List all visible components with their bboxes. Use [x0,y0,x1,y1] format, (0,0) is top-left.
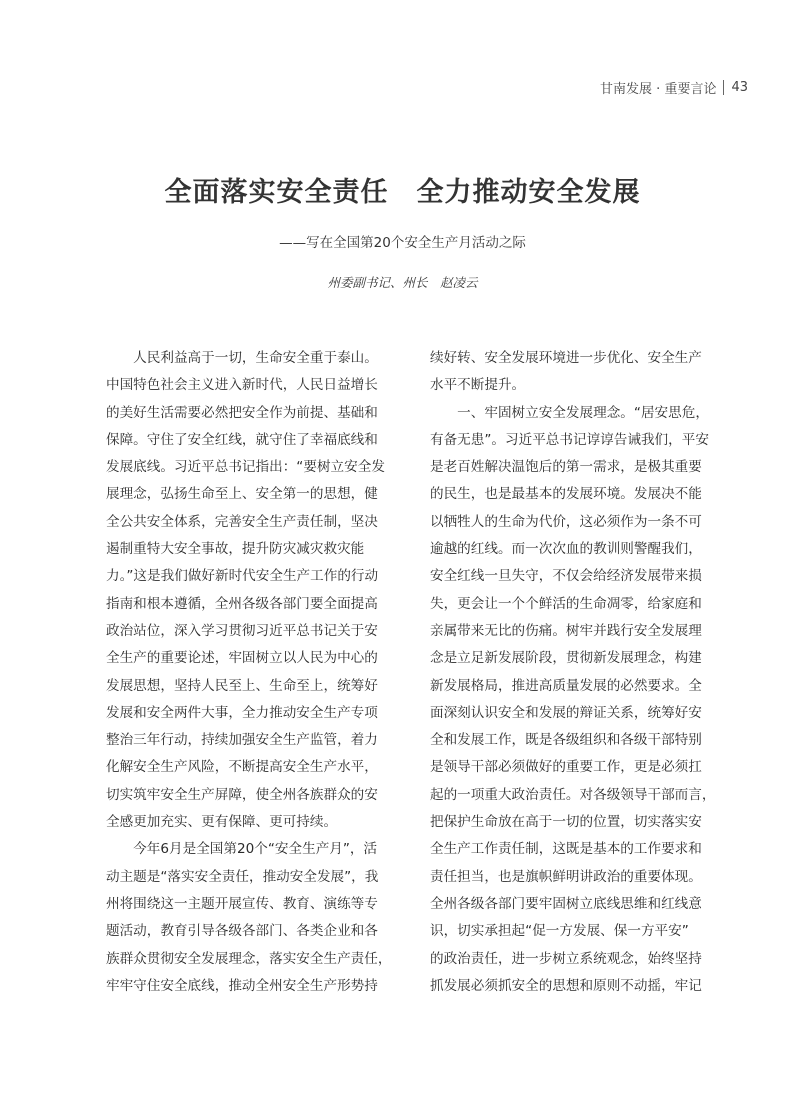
body-text-line: 牢牢守住安全底线，推动全州安全生产形势持 [106,977,378,994]
running-header [600,78,748,97]
body-text-line: 中国特色社会主义进入新时代，人民日益增长 [106,377,378,394]
body-text-line: 全感更加充实、更有保障、更可持续。 [106,814,338,831]
body-text-line: 安全红线一旦失守，不仅会给经济发展带来损 [430,568,702,585]
body-text-line: 一、牢固树立安全发展理念。“居安思危， [430,404,709,421]
body-text-line: 的民生，也是最基本的发展环境。发展决不能 [430,486,702,503]
body-text-line: 亲属带来无比的伤痛。树牢并践行安全发展理 [430,622,702,639]
body-text-line: 题活动，教育引导各级各部门、各类企业和各 [106,923,378,940]
body-text-line: 是领导干部必须做好的重要工作，更是必须扛 [430,759,702,776]
body-text-line: 保障。守住了安全红线，就守住了幸福底线和 [106,431,378,448]
body-text-line: 失，更会让一个个鲜活的生命凋零，给家庭和 [430,595,702,612]
body-text-line: 有备无患”。习近平总书记谆谆告诫我们，平安 [430,431,709,448]
body-text-line: 把保护生命放在高于一切的位置，切实落实安 [430,814,702,831]
body-text-line: 整治三年行动，持续加强安全生产监管，着力 [106,732,378,749]
body-text-line: 水平不断提升。 [430,377,526,394]
body-text-line: 族群众贯彻安全发展理念，落实安全生产责任， [106,950,392,967]
body-text-line: 全州各级各部门要牢固树立底线思维和红线意 [430,895,702,912]
body-text-line: 逾越的红线。而一次次血的教训则警醒我们， [430,541,702,558]
body-text-line: 念是立足新发展阶段，贯彻新发展理念，构建 [430,650,702,667]
body-text-line: 全公共安全体系，完善安全生产责任制，坚决 [106,513,378,530]
body-text-line: 全和发展工作，既是各级组织和各级干部特别 [430,732,702,749]
body-text-line: 续好转、安全发展环境进一步优化、安全生产 [430,350,702,366]
article-byline: 州委副书记、州长 赵凌云 [327,275,478,290]
body-text-line: 是老百姓解决温饱后的第一需求，是极其重要 [430,459,702,476]
body-text-line: 切实筑牢安全生产屏障，使全州各族群众的安 [106,786,378,803]
body-text-line: 全生产工作责任制，这既是基本的工作要求和 [430,841,702,858]
body-text-line: 州将围绕这一主题开展宣传、教育、演练等专 [106,895,378,912]
right-column [430,345,728,1000]
body-text-line: 以牺牲人的生命为代价，这必须作为一条不可 [430,513,702,530]
body-text-line: 动主题是“落实安全责任，推动安全发展”，我 [106,868,379,885]
header-divider [723,80,724,95]
article-subtitle: ——写在全国第20个安全生产月活动之际 [279,235,526,251]
body-text-line: 的政治责任，进一步树立系统观念，始终坚持 [430,950,702,967]
section-label: 甘南发展 · 重要言论 [600,82,717,97]
body-text-line: 抓发展必须抓安全的思想和原则不动摇，牢记 [430,977,702,994]
body-text-line: 发展思想，坚持人民至上、生命至上，统筹好 [106,677,378,694]
body-text-line: 责任担当，也是旗帜鲜明讲政治的重要体现。 [430,868,702,885]
body-text-line: 面深刻认识安全和发展的辩证关系，统筹好安 [430,704,702,721]
body-text-line: 人民利益高于一切，生命安全重于泰山。 [106,350,378,366]
body-text-line: 全生产的重要论述，牢固树立以人民为中心的 [106,650,378,667]
page-number: 43 [731,80,748,95]
body-text-line: 发展底线。习近平总书记指出：“要树立安全发 [106,459,385,476]
body-text-line: 新发展格局，推进高质量发展的必然要求。全 [430,677,702,694]
body-text-line: 起的一项重大政治责任。对各级领导干部而言， [430,786,716,803]
body-text-line: 展理念，弘扬生命至上、安全第一的思想，健 [106,486,378,503]
body-text-line: 化解安全生产风险，不断提高安全生产水平， [106,759,378,776]
body-text-line: 识，切实承担起“促一方发展、保一方平安” [430,923,689,940]
left-column [106,345,404,1000]
body-text-line: 力。”这是我们做好新时代安全生产工作的行动 [106,568,379,585]
body-text-line: 遏制重特大安全事故，提升防灾减灾救灾能 [106,541,365,558]
body-text-line: 指南和根本遵循，全州各级各部门要全面提高 [106,595,378,612]
body-text-line: 的美好生活需要必然把安全作为前提、基础和 [106,404,378,421]
body-text-line: 发展和安全两件大事，全力推动安全生产专项 [106,704,378,721]
body-text-line: 政治站位，深入学习贯彻习近平总书记关于安 [106,622,378,639]
body-text-line: 今年6月是全国第20个“安全生产月”，活 [106,841,378,858]
article-title: 全面落实安全责任 全力推动安全发展 [164,177,641,208]
